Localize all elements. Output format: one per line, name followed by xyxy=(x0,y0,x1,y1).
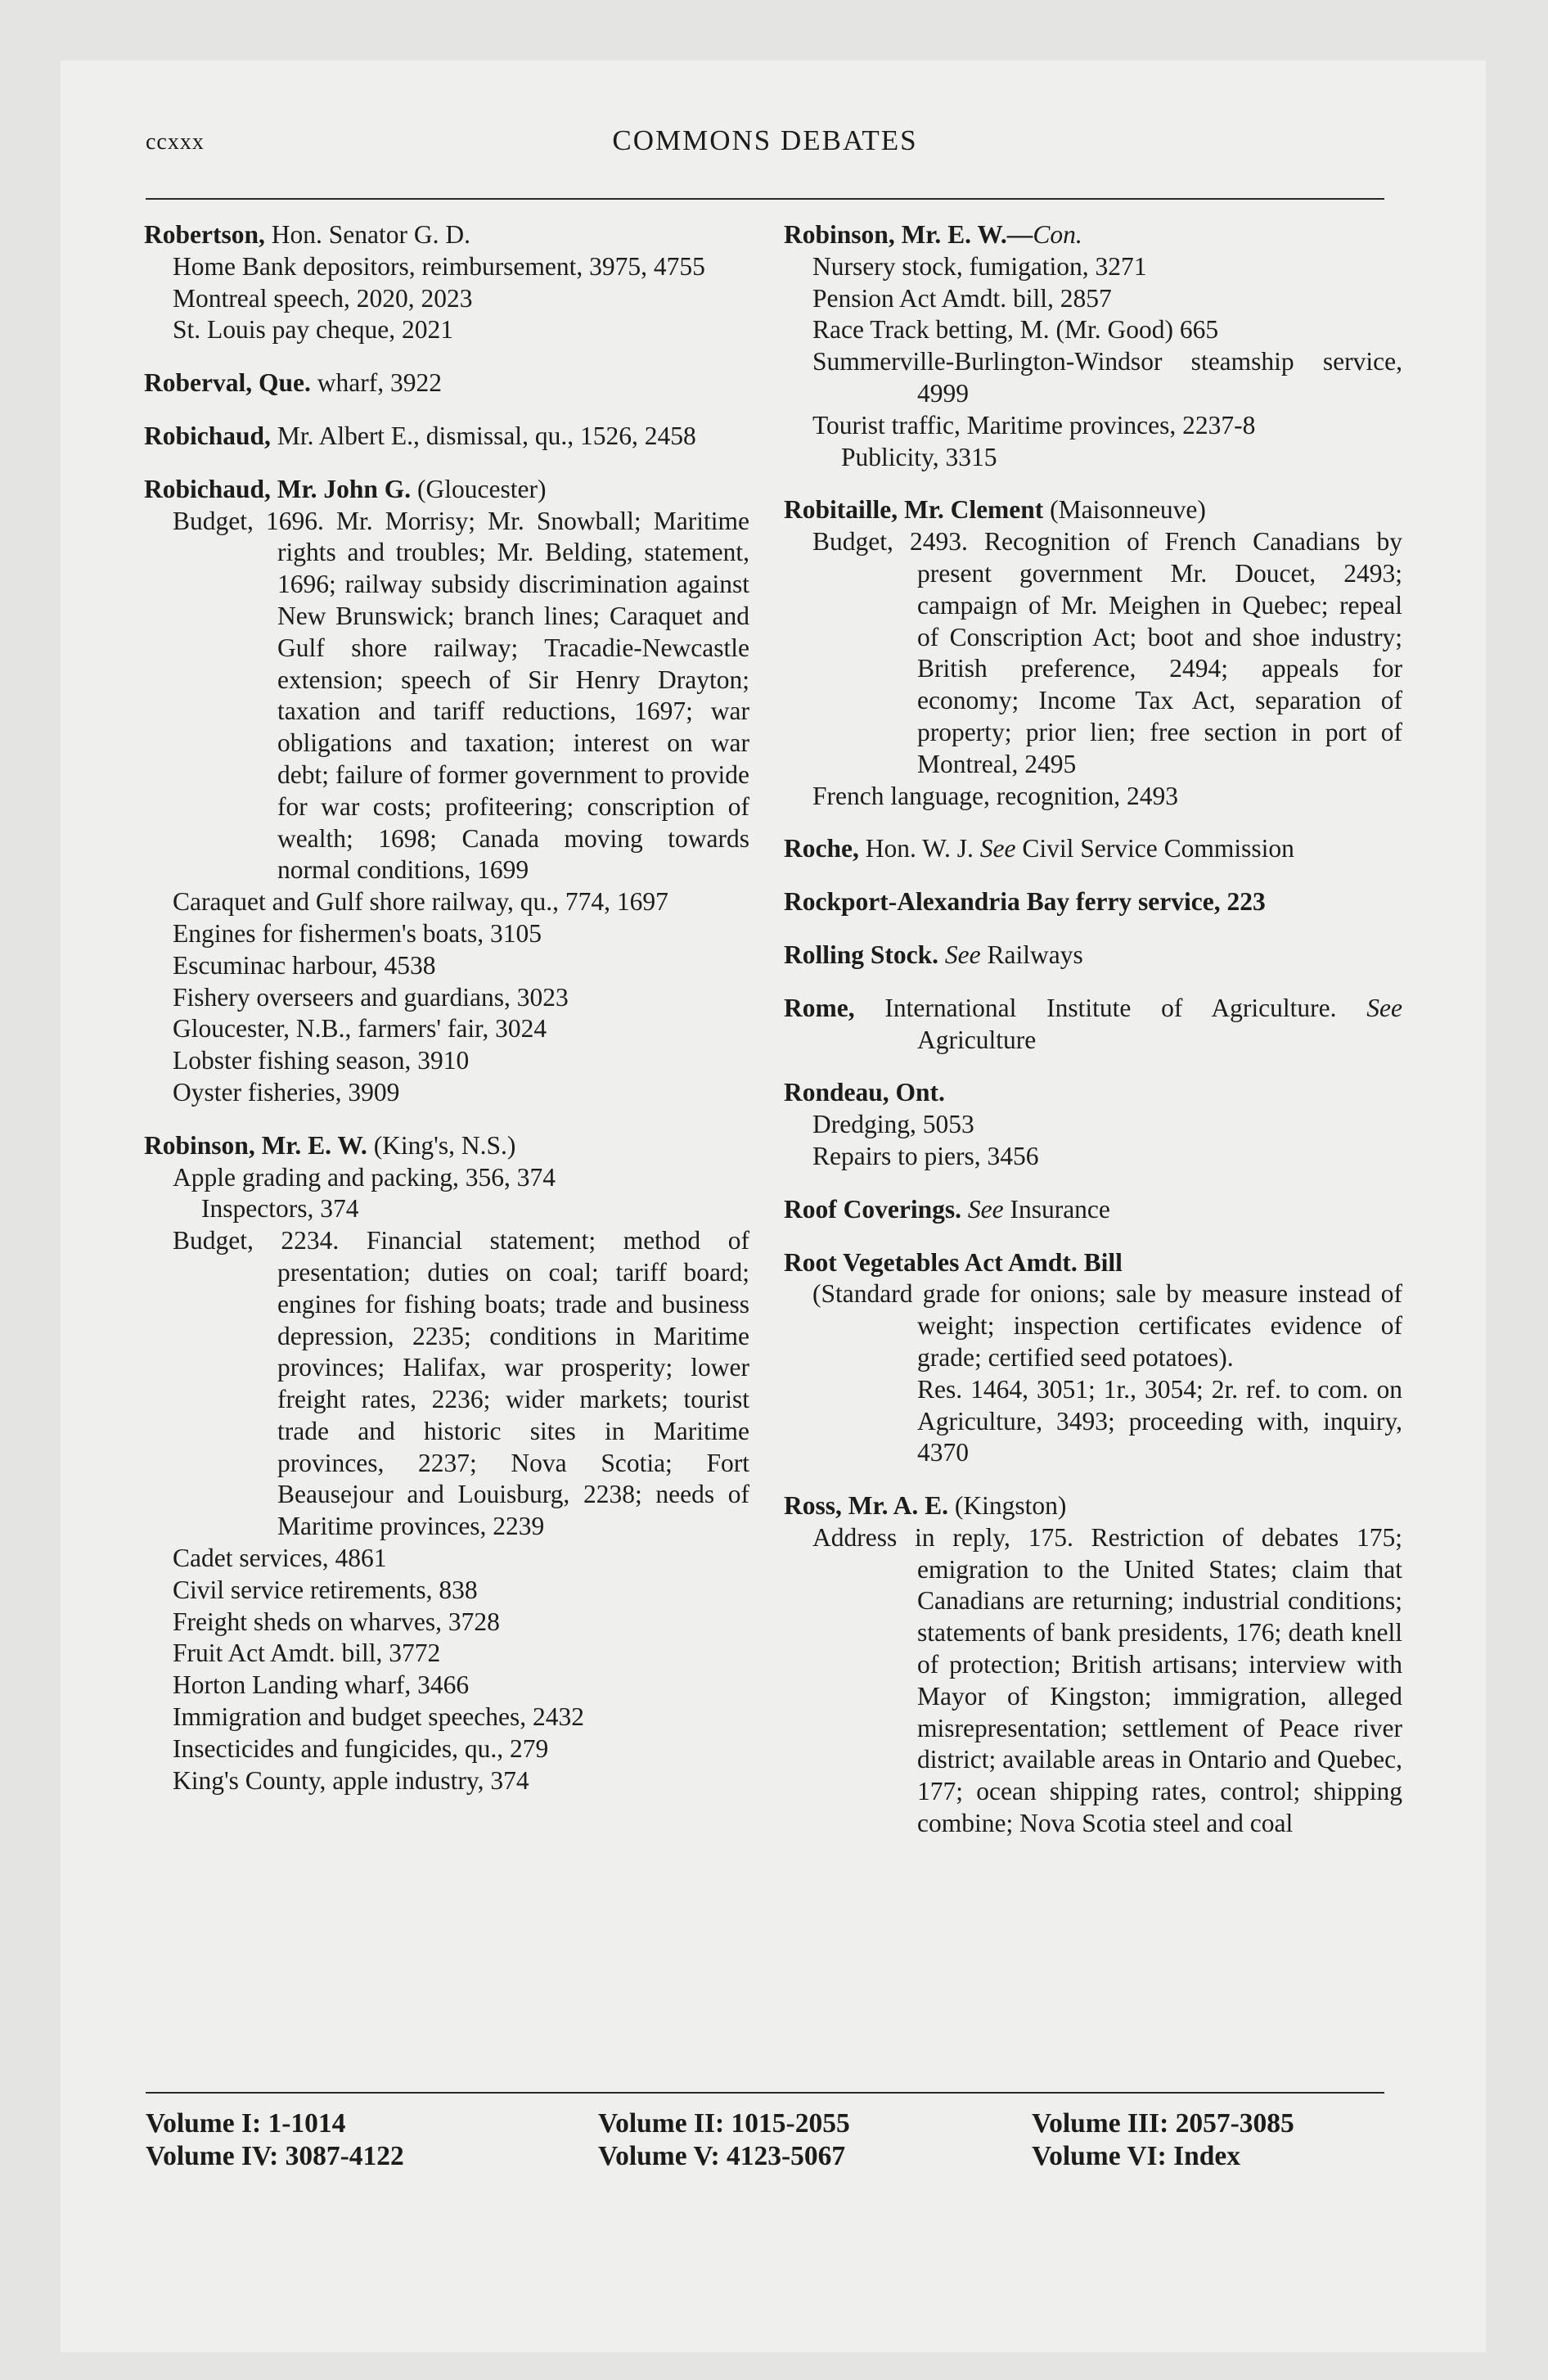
index-entry: Rolling Stock. See Railways xyxy=(784,940,1083,969)
subentry: Cadet services, 4861 xyxy=(173,1544,387,1573)
index-entry: Roof Coverings. See Insurance xyxy=(784,1194,1110,1224)
volume-key xyxy=(146,2107,1384,2173)
entry-heading: Rondeau, Ont. xyxy=(784,1078,945,1107)
index-column-right xyxy=(784,219,1402,1861)
subentry: Repairs to piers, 3456 xyxy=(812,1141,1039,1170)
index-entry: Rome, International Institute of Agriculture. See Agriculture xyxy=(784,993,1402,1054)
subentry: Freight sheds on wharves, 3728 xyxy=(173,1607,500,1636)
subentry: Nursery stock, fumigation, 3271 xyxy=(812,251,1147,281)
subentry: (Standard grade for onions; sale by measure instead of weight; inspection certificates evidence of grade; certified seed potatoes). xyxy=(812,1279,1402,1372)
subentry: Fishery overseers and guardians, 3023 xyxy=(173,982,569,1012)
subentry: Apple grading and packing, 356, 374 xyxy=(173,1162,556,1192)
entry-heading: Roche, xyxy=(784,834,859,863)
subentry: Inspectors, 374 xyxy=(201,1194,359,1224)
entry-heading-rest: (Gloucester) xyxy=(411,474,547,503)
index-entry xyxy=(784,494,1402,812)
subentry: St. Louis pay cheque, 2021 xyxy=(173,315,453,345)
entry-heading-rest: Hon. Senator G. D. xyxy=(264,220,470,249)
entry-heading: Robichaud, xyxy=(144,421,271,450)
entry-heading: Ross, Mr. A. E. xyxy=(784,1491,948,1521)
volume-range: Volume VI: Index xyxy=(1032,2141,1241,2171)
running-header xyxy=(146,124,1384,174)
entry-heading-rest: Mr. Albert E., dismissal, qu., 1526, 2458 xyxy=(270,421,696,450)
entry-heading-rest: wharf, 3922 xyxy=(310,368,442,398)
subentry: Address in reply, 175. Restriction of debates 175; emigration to the United States; claim that Canadians are returning; industrial conditions; statements of bank presidents, 176; death knell of protection; British artisans; interview with Mayor of Kingston; immigration, alleged misrepresentation; settlement of Peace river district; available areas in Ontario and Quebec, 177; ocean shipping rates, control; shipping combine; Nova Scotia steel and coal xyxy=(812,1522,1402,1838)
subentry: Oyster fisheries, 3909 xyxy=(173,1077,400,1107)
index-entry xyxy=(784,886,1402,918)
entry-heading: Robitaille, Mr. Clement xyxy=(784,495,1044,525)
index-entry: Roche, Hon. W. J. See Civil Service Commission xyxy=(784,834,1294,863)
subentry: Pension Act Amdt. bill, 2857 xyxy=(812,283,1112,313)
continued-label: Con. xyxy=(1033,220,1082,249)
subentry: Caraquet and Gulf shore railway, qu., 774, 1697 xyxy=(173,887,668,917)
footer-rule xyxy=(146,2092,1384,2094)
entry-heading: Rockport-Alexandria Bay ferry service, 223 xyxy=(784,887,1266,917)
subentry: Home Bank depositors, reimbursement, 3975, 4755 xyxy=(173,251,705,281)
index-entry xyxy=(144,219,749,346)
volume-range: Volume III: 2057-3085 xyxy=(1032,2108,1294,2139)
volume-range: Volume II: 1015-2055 xyxy=(598,2108,850,2139)
entry-heading: Robertson, xyxy=(144,220,265,249)
subentry: Gloucester, N.B., farmers' fair, 3024 xyxy=(173,1014,547,1044)
entry-heading: Robinson, Mr. E. W. xyxy=(144,1130,367,1160)
index-entry xyxy=(784,1077,1402,1172)
subentry: Res. 1464, 3051; 1r., 3054; 2r. ref. to com. on Agriculture, 3493; proceeding with, inquiry, 4370 xyxy=(917,1374,1402,1467)
entry-heading: Rolling Stock. xyxy=(784,940,939,969)
volume-range: Volume I: 1-1014 xyxy=(146,2108,346,2139)
index-column-left xyxy=(144,219,749,1818)
subentry: Engines for fishermen's boats, 3105 xyxy=(173,918,542,948)
index-entry xyxy=(784,1247,1402,1470)
subentry: Budget, 2493. Recognition of French Canadians by present government Mr. Doucet, 2493; campaign of Mr. Meighen in Quebec; repeal of Conscription Act; boot and shoe industry; British preference, 2494; appeals for economy; Income Tax Act, separation of property; prior lien; free section in port of Montreal, 2495 xyxy=(812,527,1402,778)
entry-heading-rest: (Maisonneuve) xyxy=(1043,495,1206,525)
subentry: Horton Landing wharf, 3466 xyxy=(173,1670,470,1700)
subentry: Fruit Act Amdt. bill, 3772 xyxy=(173,1639,441,1668)
subentry: Tourist traffic, Maritime provinces, 2237-8 xyxy=(812,410,1256,439)
header-rule xyxy=(146,198,1384,200)
index-entry xyxy=(784,1490,1402,1840)
entry-heading: Rome, xyxy=(784,993,855,1022)
subentry: Montreal speech, 2020, 2023 xyxy=(173,283,473,313)
entry-heading-rest: (King's, N.S.) xyxy=(367,1130,516,1160)
page-title: COMMONS DEBATES xyxy=(612,124,918,156)
subentry: Insecticides and fungicides, qu., 279 xyxy=(173,1733,549,1763)
volume-range: Volume IV: 3087-4122 xyxy=(146,2141,404,2171)
index-entry xyxy=(144,474,749,1109)
volume-range: Volume V: 4123-5067 xyxy=(598,2141,846,2171)
subentry: Lobster fishing season, 3910 xyxy=(173,1046,470,1075)
subentry: French language, recognition, 2493 xyxy=(812,781,1178,810)
entry-heading: Root Vegetables Act Amdt. Bill xyxy=(784,1247,1123,1277)
subentry: Civil service retirements, 838 xyxy=(173,1575,478,1604)
subentry: King's County, apple industry, 374 xyxy=(173,1765,529,1795)
entry-heading-rest: (Kingston) xyxy=(947,1491,1067,1521)
index-entry xyxy=(784,219,1402,473)
subentry: Budget, 2234. Financial statement; method of presentation; duties on coal; tariff board; engines for fishing boats; trade and business depression, 2235; conditions in Maritime provinces; Halifax, war prosperity; lower freight rates, 2236; wider markets; tourist trade and historic sites in Maritime provinces, 2237; Nova Scotia; Fort Beausejour and Louisburg, 2238; needs of Maritime provinces, 2239 xyxy=(173,1226,749,1541)
subentry: Escuminac harbour, 4538 xyxy=(173,950,436,980)
entry-heading: Robinson, Mr. E. W.— xyxy=(784,220,1033,249)
subentry: Summerville-Burlington-Windsor steamship service, 4999 xyxy=(812,347,1402,408)
index-entry xyxy=(144,367,749,399)
subentry: Publicity, 3315 xyxy=(841,442,997,471)
index-entry xyxy=(144,421,749,453)
subentry: Race Track betting, M. (Mr. Good) 665 xyxy=(812,315,1219,345)
entry-heading: Robichaud, Mr. John G. xyxy=(144,474,412,503)
entry-heading: Roberval, Que. xyxy=(144,368,311,398)
subentry: Budget, 1696. Mr. Morrisy; Mr. Snowball; Maritime rights and troubles; Mr. Belding, statement, 1696; railway subsidy discrimination against New Brunswick; branch lines; Caraquet and Gulf shore railway; Tracadie-Newcastle extension; speech of Sir Henry Drayton; taxation and tariff reductions, 1697; war obligations and taxation; interest on war debt; failure of former government to provide for war costs; profiteering; conscription of wealth; 1698; Canada moving towards normal conditions, 1699 xyxy=(173,506,749,885)
subentry: Dredging, 5053 xyxy=(812,1110,974,1139)
subentry: Immigration and budget speeches, 2432 xyxy=(173,1702,585,1732)
index-entry xyxy=(144,1130,749,1797)
page-number: ccxxx xyxy=(146,129,205,155)
entry-heading: Roof Coverings. xyxy=(784,1194,961,1224)
